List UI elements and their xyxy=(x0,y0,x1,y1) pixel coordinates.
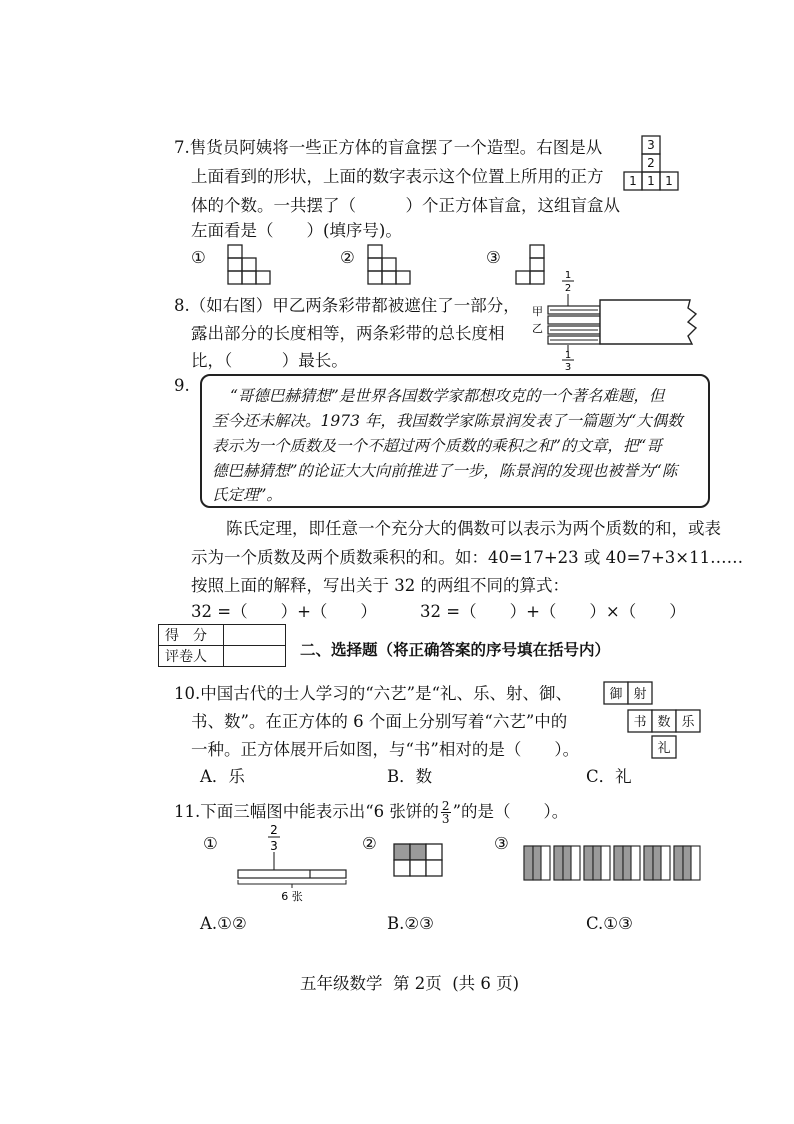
section-2-title: 二、选择题（将正确答案的序号填在括号内） xyxy=(300,640,611,659)
q9-box-line: 德巴赫猜想”的论证大大向前推进了一步，陈景润的发现也被誉为“陈 xyxy=(212,462,678,480)
score-cell[interactable] xyxy=(224,625,286,646)
q9-para-line: 示为一个质数及两个质数乘积的和。如：40=17+23 或 40=7+3×11…… xyxy=(191,548,744,567)
frac-den: 2 xyxy=(564,283,572,294)
net-char: 御 xyxy=(609,687,623,702)
grader-cell[interactable] xyxy=(224,646,286,667)
q8-line-1: 8.（如右图）甲乙两条彩带都被遮住了一部分， xyxy=(174,296,520,315)
label-yi: 乙 xyxy=(532,322,543,335)
q7-option-label: ② xyxy=(340,248,355,267)
fig1-caption: 6 张 xyxy=(281,890,303,903)
q10-line-2: 书、数”。在正方体的 6 个面上分别写着“六艺”中的 xyxy=(191,712,568,731)
net-char: 书 xyxy=(633,715,647,730)
q11-figure-3-strips xyxy=(522,844,702,884)
net-char: 数 xyxy=(657,715,671,730)
q11-figure-1-bar xyxy=(232,820,352,903)
frac-den: 3 xyxy=(270,839,278,853)
q7-option-label: ③ xyxy=(486,248,501,267)
grid-num: 2 xyxy=(647,156,655,170)
frac-den: 3 xyxy=(441,812,450,826)
q11-option-b[interactable]: B.②③ xyxy=(387,914,434,933)
q10-line-3: 一种。正方体展开后如图，与“书”相对的是（ ）。 xyxy=(191,740,580,759)
q7-line-3: 体的个数。一共摆了（ ）个正方体盲盒，这组盲盒从 xyxy=(191,196,620,215)
grid-num: 3 xyxy=(647,138,655,152)
q10-cube-net xyxy=(600,680,710,770)
frac-num: 2 xyxy=(270,823,278,837)
q7-line-4: 左面看是（ ）(填序号)。 xyxy=(191,221,402,240)
q11-option-c[interactable]: C.①③ xyxy=(586,914,633,933)
net-char: 射 xyxy=(633,687,647,702)
q10-option-b[interactable]: B．数 xyxy=(387,767,433,786)
q7-line-2: 上面看到的形状，上面的数字表示这个位置上所用的正方 xyxy=(191,167,604,186)
q11-fig-label: ② xyxy=(362,834,377,853)
q9-box-line: 表示为一个质数及一个不超过两个质数的乘积之和”的文章，把“哥 xyxy=(212,437,662,455)
q8-line-3: 比，（ ）最长。 xyxy=(191,351,348,370)
q11-stem-before: 11.下面三幅图中能表示出“6 张饼的 xyxy=(174,802,439,821)
q7-option-2-view xyxy=(362,243,422,285)
frac-num: 1 xyxy=(564,350,572,361)
q10-line-1: 10.中国古代的士人学习的“六艺”是“礼、乐、射、御、 xyxy=(174,684,573,703)
grader-label: 评卷人 xyxy=(159,646,224,667)
q9-para-line: 按照上面的解释，写出关于 32 的两组不同的算式： xyxy=(191,576,569,595)
q11-fig-label: ③ xyxy=(494,834,509,853)
score-label: 得 分 xyxy=(159,625,224,646)
grid-num: 1 xyxy=(647,174,655,188)
q10-option-a[interactable]: A．乐 xyxy=(200,767,245,786)
page-footer: 五年级数学 第 2页 (共 6 页) xyxy=(300,974,520,993)
q9-equation-2: 32 =（ ）+（ ）×（ ） xyxy=(420,602,686,621)
score-table xyxy=(158,624,286,667)
q11-figure-2-grid xyxy=(392,842,452,882)
net-char: 礼 xyxy=(657,741,671,756)
q9-box-line: 氏定理”。 xyxy=(212,486,282,504)
q9-number: 9. xyxy=(174,376,190,395)
net-char: 乐 xyxy=(681,715,695,730)
q8-ribbon-figure xyxy=(520,270,730,373)
grid-num: 1 xyxy=(629,174,637,188)
q7-top-view-grid xyxy=(620,134,690,206)
q11-fraction xyxy=(441,800,451,825)
q9-box-line: “哥德巴赫猜想”是世界各国数学家都想攻克的一个著名难题，但 xyxy=(230,387,665,405)
label-jia: 甲 xyxy=(532,305,543,318)
q8-line-2: 露出部分的长度相等，两条彩带的总长度相 xyxy=(191,324,505,343)
q9-box-line: 至今还未解决。1973 年，我国数学家陈景润发表了一篇题为“大偶数 xyxy=(212,412,683,430)
q11-fig-label: ① xyxy=(203,834,218,853)
frac-num: 1 xyxy=(564,270,572,281)
q11-option-a[interactable]: A.①② xyxy=(200,914,247,933)
grid-num: 1 xyxy=(665,174,673,188)
frac-num: 2 xyxy=(441,799,450,813)
frac-den: 3 xyxy=(564,362,572,373)
q10-option-c[interactable]: C．礼 xyxy=(586,767,632,786)
q7-option-label: ① xyxy=(191,248,206,267)
q9-para-line: 陈氏定理，即任意一个充分大的偶数可以表示为两个质数的和，或表 xyxy=(226,519,721,538)
q9-equation-1: 32 =（ ）+（ ） xyxy=(191,602,377,621)
q11-stem-after: ”的是（ ）。 xyxy=(452,802,569,821)
q7-option-1-view xyxy=(218,243,278,285)
q7-line-1: 7.售货员阿姨将一些正方体的盲盒摆了一个造型。右图是从 xyxy=(174,138,603,157)
